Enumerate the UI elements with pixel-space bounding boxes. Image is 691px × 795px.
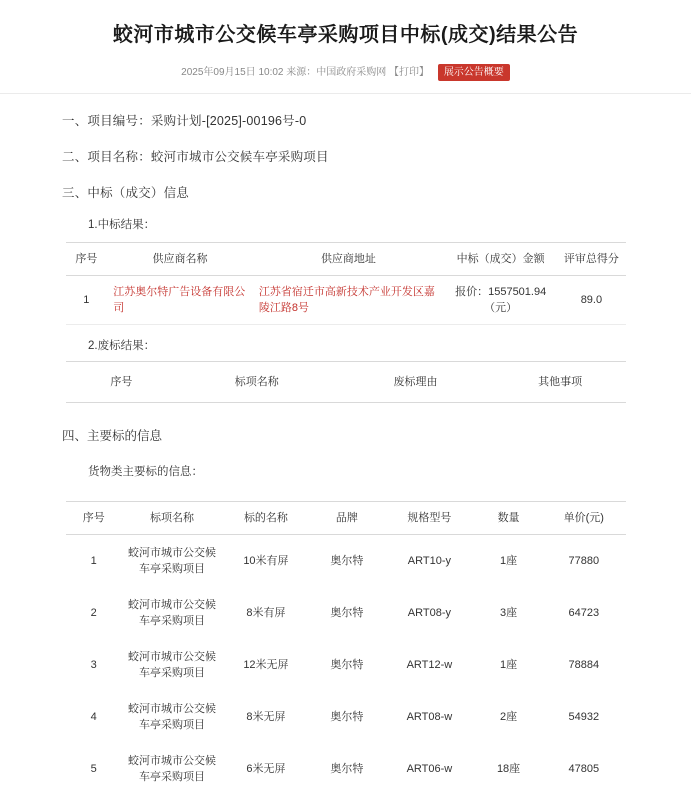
summary-badge[interactable]: 展示公告概要 xyxy=(438,64,510,81)
col-lot-name: 标项名称 xyxy=(122,501,222,534)
col-item-name: 标的名称 xyxy=(222,501,310,534)
source-label: 来源：中国政府采购网 xyxy=(286,67,387,78)
cell-item-name: 6米无屏 xyxy=(246,762,286,775)
cell-index: 5 xyxy=(90,762,97,775)
fail-table xyxy=(66,361,626,403)
cell-index: 2 xyxy=(90,606,97,619)
main-items-heading: 四、主要标的信息 xyxy=(62,428,163,443)
cell-lot-name: 蛟河市城市公交候车亭采购项目 xyxy=(127,754,216,783)
fail-result-label: 2.废标结果： xyxy=(88,339,156,352)
col-quantity: 数量 xyxy=(475,501,542,534)
cell-quantity: 1座 xyxy=(500,658,518,671)
cell-model: ART06-w xyxy=(406,762,453,775)
table-header-row xyxy=(66,501,626,534)
col-index: 序号 xyxy=(66,501,122,534)
cell-unit-price: 77880 xyxy=(568,554,600,567)
col-address: 供应商地址 xyxy=(253,242,444,275)
goods-table xyxy=(66,501,626,795)
col-unit-price: 单价(元) xyxy=(542,501,625,534)
cell-lot-name: 蛟河市城市公交候车亭采购项目 xyxy=(127,546,216,575)
award-info-heading: 三、中标（成交）信息 xyxy=(62,185,190,200)
cell-item-name: 12米无屏 xyxy=(243,658,289,671)
project-number-label: 一、项目编号： xyxy=(62,113,151,128)
cell-amount: 报价：1557501.94（元） xyxy=(444,275,557,324)
cell-address: 江苏省宿迁市高新技术产业开发区嘉陵江路8号 xyxy=(253,275,444,324)
table-row xyxy=(66,587,626,639)
cell-brand: 奥尔特 xyxy=(330,606,364,619)
cell-brand: 奥尔特 xyxy=(330,658,364,671)
cell-quantity: 18座 xyxy=(496,762,521,775)
page-title: 蛟河市城市公交候车亭采购项目中标(成交)结果公告 xyxy=(112,24,579,46)
cell-unit-price: 47805 xyxy=(568,762,600,775)
cell-item-name: 8米有屏 xyxy=(246,606,286,619)
table-row xyxy=(66,639,626,691)
cell-quantity: 3座 xyxy=(500,606,518,619)
cell-model: ART10-y xyxy=(407,554,451,567)
col-fail-reason: 废标理由 xyxy=(336,361,495,402)
cell-quantity: 1座 xyxy=(500,554,518,567)
cell-unit-price: 54932 xyxy=(568,710,600,723)
cell-brand: 奥尔特 xyxy=(330,762,364,775)
project-name-line xyxy=(62,146,657,168)
publish-date: 2025年09月15日 10:02 xyxy=(181,67,284,78)
col-model: 规格型号 xyxy=(384,501,475,534)
cell-unit-price: 78884 xyxy=(568,658,600,671)
col-index: 序号 xyxy=(66,361,178,402)
project-name-value: 蛟河市城市公交候车亭采购项目 xyxy=(150,149,329,164)
table-row xyxy=(66,534,626,587)
project-name-label: 二、项目名称： xyxy=(62,149,151,164)
cell-unit-price: 64723 xyxy=(568,606,600,619)
cell-index: 1 xyxy=(66,275,108,324)
award-result-label: 1.中标结果： xyxy=(88,218,156,231)
cell-brand: 奥尔特 xyxy=(330,710,364,723)
col-amount: 中标（成交）金额 xyxy=(444,242,557,275)
project-number-value: 采购计划-[2025]-00196号-0 xyxy=(150,113,307,128)
table-row xyxy=(66,691,626,743)
table-row xyxy=(66,743,626,795)
cell-index: 1 xyxy=(90,554,97,567)
cell-lot-name: 蛟河市城市公交候车亭采购项目 xyxy=(127,598,216,627)
table-header-row xyxy=(66,361,626,402)
table-header-row xyxy=(66,242,626,275)
cell-index: 3 xyxy=(90,658,97,671)
cell-brand: 奥尔特 xyxy=(330,554,364,567)
print-link[interactable]: 【打印】 xyxy=(389,67,430,78)
col-index: 序号 xyxy=(66,242,108,275)
cell-score: 89.0 xyxy=(557,275,625,324)
col-supplier: 供应商名称 xyxy=(107,242,253,275)
col-brand: 品牌 xyxy=(310,501,384,534)
cell-index: 4 xyxy=(90,710,97,723)
meta-line xyxy=(0,63,691,94)
cell-supplier: 江苏奥尔特广告设备有限公司 xyxy=(107,275,253,324)
cell-model: ART08-y xyxy=(407,606,451,619)
cell-model: ART08-w xyxy=(406,710,453,723)
table-row xyxy=(66,275,626,324)
cell-item-name: 10米有屏 xyxy=(243,554,289,567)
cell-lot-name: 蛟河市城市公交候车亭采购项目 xyxy=(127,650,216,679)
cell-quantity: 2座 xyxy=(500,710,518,723)
winner-table xyxy=(66,242,626,325)
col-lot-name: 标项名称 xyxy=(177,361,336,402)
col-other: 其他事项 xyxy=(495,361,626,402)
document-body xyxy=(0,94,691,795)
cell-model: ART12-w xyxy=(406,658,453,671)
cell-lot-name: 蛟河市城市公交候车亭采购项目 xyxy=(127,702,216,731)
cell-item-name: 8米无屏 xyxy=(246,710,286,723)
col-score: 评审总得分 xyxy=(557,242,625,275)
project-number-line xyxy=(62,110,657,132)
goods-label: 货物类主要标的信息： xyxy=(88,465,203,478)
